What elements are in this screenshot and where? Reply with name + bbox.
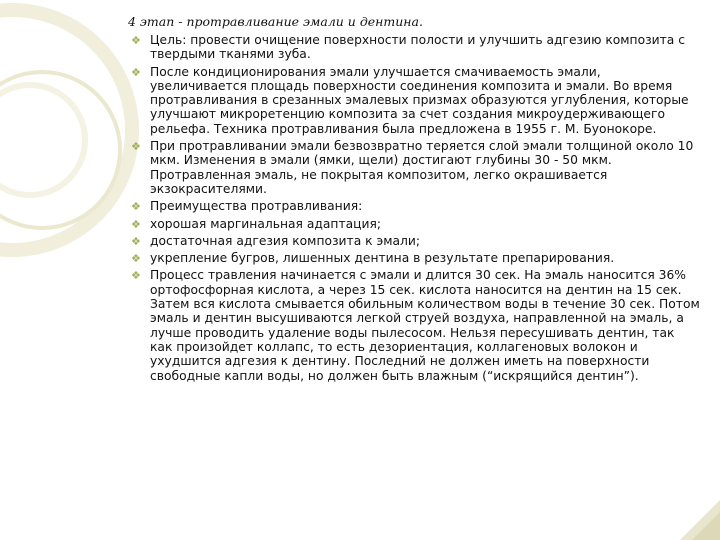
deco-ring-large <box>0 10 132 250</box>
bullet-list <box>128 33 700 383</box>
diamond-bullet-icon: ❖ <box>131 200 141 214</box>
list-item-text: достаточная адгезия композита к эмали; <box>150 233 421 248</box>
list-item-text: хорошая маргинальная адаптация; <box>150 216 382 231</box>
slide-heading: 4 этап - протравливание эмали и дентина. <box>128 14 423 29</box>
diamond-bullet-icon: ❖ <box>131 34 141 47</box>
diamond-bullet-icon: ❖ <box>131 65 141 79</box>
list-item <box>128 199 700 213</box>
deco-ring-inner <box>0 85 85 195</box>
list-item-text: Процесс травления начинается с эмали и длится 30 сек. На эмаль наносится 36% ортофосфорная кислота, а через 15 сек. кислота наносится на дентин на 15 сек. Затем вся кислота смывается обильным количеством воды в течение 30 сек. Потом эмаль и дентин высушиваются легкой струей воздуха, направленной на эмаль, а лучше проводить удаление воды пылесосом. Нельзя пересушивать дентин, так как произойдет коллапс, то есть дезориентация, коллагеновых волокон и ухудшится адгезия к дентину. Последний не должен иметь на поверхности свободные капли воды, но должен быть влажным (“искрящийся дентин”). <box>150 268 700 383</box>
list-item-text: укрепление бугров, лишенных дентина в результате препарирования. <box>150 251 615 266</box>
list-item-text: При протравливании эмали безвозвратно теряется слой эмали толщиной около 10 мкм. Изменения в эмали (ямки, щели) достигают глубины 30 - 50 мкм. Протравленная эмаль, не покрытая композитом, легко окрашивается экзокрасителями. <box>150 139 694 196</box>
list-item <box>128 217 700 231</box>
diamond-bullet-icon: ❖ <box>131 217 141 231</box>
list-item <box>128 65 700 136</box>
list-item <box>128 33 700 62</box>
slide-content <box>128 14 700 386</box>
list-item <box>128 268 700 382</box>
diamond-bullet-icon: ❖ <box>131 269 141 283</box>
list-item-text: Цель: провести очищение поверхности полости и улучшить адгезию композита с твердыми тканями зуба. <box>150 33 686 62</box>
list-item <box>128 139 700 196</box>
diamond-bullet-icon: ❖ <box>131 234 141 248</box>
list-item-text: Преимущества протравливания: <box>150 199 363 214</box>
list-item <box>128 251 700 265</box>
list-item-text: После кондиционирования эмали улучшается смачиваемость эмали, увеличивается площадь поверхности соединения композита и эмали. Во время протравливания в срезанных эмалевых призмах образуются углубления, которые улучшают микроретенцию композита за счет создания микроудерживающего рельефа. Техника протравливания была предложена в 1955 г. М. Буонокоре. <box>150 64 689 136</box>
diamond-bullet-icon: ❖ <box>131 252 141 266</box>
list-item <box>128 234 700 248</box>
diamond-bullet-icon: ❖ <box>131 140 141 154</box>
corner-fold <box>680 500 720 540</box>
